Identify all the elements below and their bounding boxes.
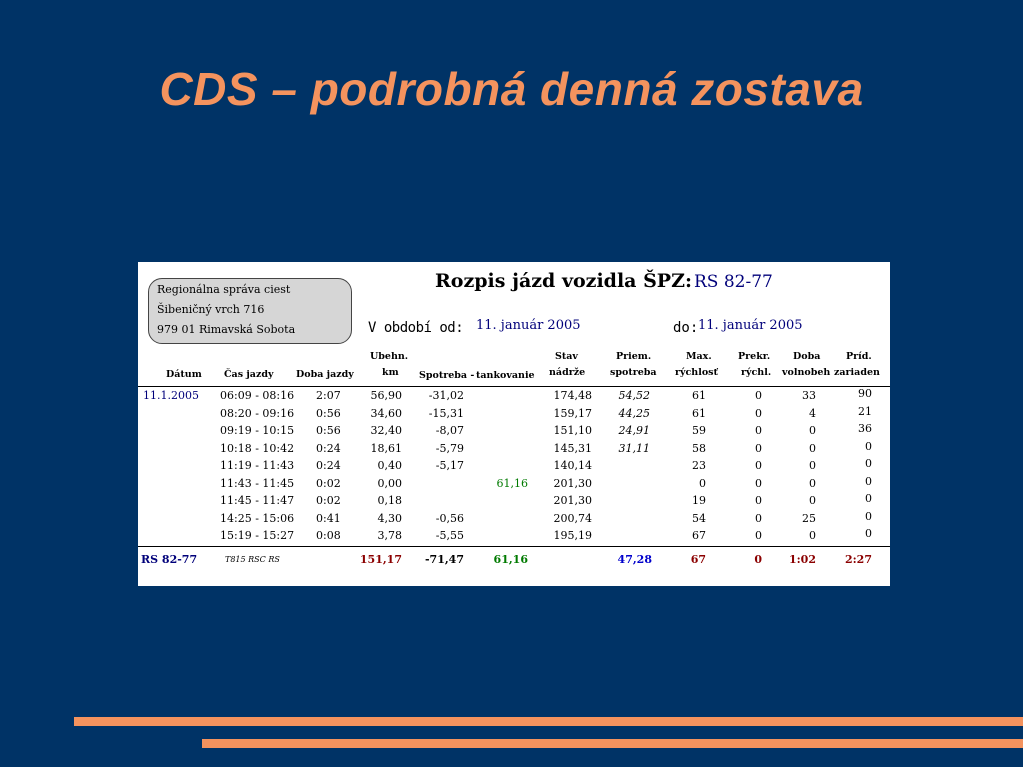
cell-datum: 11.1.2005 xyxy=(143,389,199,402)
report-image xyxy=(138,262,890,586)
summary-km: 151,17 xyxy=(359,553,402,566)
cell-prekr: 0 xyxy=(755,406,762,420)
cell-prid: 0 xyxy=(865,509,872,523)
period-to-label: do: xyxy=(673,320,699,336)
address-line: Šibeničný vrch 716 xyxy=(157,303,265,316)
summary-prid: 2:27 xyxy=(844,553,872,566)
cell-max: 67 xyxy=(692,529,706,542)
cell-doba: 0:08 xyxy=(316,529,341,542)
address-box xyxy=(148,278,352,344)
cell-prid: 0 xyxy=(865,457,872,470)
cell-cas: 11:19 - 11:43 xyxy=(220,459,295,472)
cell-spotreba: -31,02 xyxy=(428,389,464,402)
cell-prid: 21 xyxy=(858,404,872,418)
cell-priem: 54,52 xyxy=(618,389,650,402)
cell-spotreba: -5,79 xyxy=(435,441,464,455)
cell-priem: 44,25 xyxy=(618,406,650,420)
header-priem-2: spotreba xyxy=(610,367,657,378)
cell-volnobeh: 0 xyxy=(809,424,816,437)
cell-km: 56,90 xyxy=(370,389,402,402)
cell-cas: 14:25 - 15:06 xyxy=(220,511,295,525)
report-title: Rozpis jázd vozidla ŠPZ: xyxy=(435,270,692,292)
header-max-2: rýchlosť xyxy=(675,367,718,378)
cell-doba: 0:56 xyxy=(316,424,341,437)
cell-stav: 140,14 xyxy=(553,459,592,472)
cell-doba: 0:24 xyxy=(316,441,341,455)
accent-bar-top xyxy=(74,717,1023,726)
cell-km: 3,78 xyxy=(377,529,402,542)
cell-max: 19 xyxy=(692,494,706,507)
cell-prid: 0 xyxy=(865,527,872,540)
cell-spotreba: -0,56 xyxy=(435,511,464,525)
header-stav-1: Stav xyxy=(555,351,578,362)
cell-stav: 151,10 xyxy=(553,424,592,437)
cell-stav: 201,30 xyxy=(553,476,592,490)
cell-stav: 201,30 xyxy=(553,494,592,507)
cell-volnobeh: 0 xyxy=(809,476,816,490)
cell-doba: 0:24 xyxy=(316,459,341,472)
header-prekr-1: Prekr. xyxy=(738,351,771,362)
cell-prekr: 0 xyxy=(755,476,762,490)
cell-priem: 31,11 xyxy=(618,441,650,455)
cell-volnobeh: 25 xyxy=(802,511,816,525)
header-km-2: km xyxy=(382,367,399,378)
cell-cas: 11:43 - 11:45 xyxy=(220,476,295,490)
summary-plate: RS 82-77 xyxy=(141,553,198,566)
cell-cas: 08:20 - 09:16 xyxy=(220,406,295,420)
summary-spotreba: -71,47 xyxy=(424,553,464,566)
cell-prekr: 0 xyxy=(755,459,762,472)
header-divider xyxy=(138,386,890,387)
cell-cas: 15:19 - 15:27 xyxy=(220,529,295,542)
cell-spotreba: -8,07 xyxy=(435,424,464,437)
cell-stav: 200,74 xyxy=(553,511,592,525)
cell-max: 23 xyxy=(692,459,706,472)
header-spotreba: Spotreba - xyxy=(419,370,475,381)
summary-prekr: 0 xyxy=(754,553,762,566)
summary-vehicle: T815 RSC RS xyxy=(225,555,280,564)
address-line: Regionálna správa ciest xyxy=(157,283,291,296)
cell-km: 0,00 xyxy=(377,476,402,490)
header-doba: Doba jazdy xyxy=(296,369,354,380)
header-priem-1: Priem. xyxy=(616,351,652,362)
cell-stav: 174,48 xyxy=(553,389,592,402)
address-line: 979 01 Rimavská Sobota xyxy=(157,323,296,336)
header-max-1: Max. xyxy=(686,351,712,362)
cell-km: 32,40 xyxy=(370,424,402,437)
cell-km: 0,18 xyxy=(377,494,402,507)
cell-spotreba: -15,31 xyxy=(428,406,464,420)
cell-km: 0,40 xyxy=(377,459,402,472)
cell-doba: 2:07 xyxy=(316,389,341,402)
cell-max: 59 xyxy=(692,424,706,437)
header-prid-2: zariaden xyxy=(834,367,880,378)
cell-cas: 09:19 - 10:15 xyxy=(220,424,295,437)
cell-cas: 06:09 - 08:16 xyxy=(220,389,295,402)
period-label: V období od: xyxy=(368,320,464,336)
cell-max: 61 xyxy=(692,389,706,402)
cell-doba: 0:41 xyxy=(316,511,341,525)
cell-max: 0 xyxy=(699,476,706,490)
cell-prid: 0 xyxy=(865,439,872,453)
slide-title: CDS – podrobná denná zostava xyxy=(159,63,864,115)
cell-volnobeh: 0 xyxy=(809,441,816,455)
cell-prekr: 0 xyxy=(755,424,762,437)
period-from: 11. január 2005 xyxy=(476,318,581,333)
cell-volnobeh: 0 xyxy=(809,494,816,507)
cell-max: 61 xyxy=(692,406,706,420)
cell-prekr: 0 xyxy=(755,389,762,402)
cell-prekr: 0 xyxy=(755,529,762,542)
cell-doba: 0:56 xyxy=(316,406,341,420)
cell-prekr: 0 xyxy=(755,494,762,507)
summary-volnobeh: 1:02 xyxy=(788,553,816,566)
period-to: 11. január 2005 xyxy=(698,318,803,333)
cell-max: 58 xyxy=(692,441,706,455)
cell-volnobeh: 0 xyxy=(809,529,816,542)
cell-max: 54 xyxy=(692,511,706,525)
cell-prid: 90 xyxy=(858,387,872,400)
cell-volnobeh: 0 xyxy=(809,459,816,472)
summary-priem: 47,28 xyxy=(617,553,652,566)
cell-prid: 0 xyxy=(865,492,872,505)
summary-max: 67 xyxy=(690,553,706,566)
cell-spotreba: -5,17 xyxy=(435,459,464,472)
cell-prekr: 0 xyxy=(755,511,762,525)
header-km-1: Ubehn. xyxy=(370,351,409,362)
cell-tank: 61,16 xyxy=(496,476,528,490)
cell-prid: 36 xyxy=(858,422,872,435)
cell-doba: 0:02 xyxy=(316,494,341,507)
header-volnobeh-2: volnobeh xyxy=(782,367,831,378)
header-prekr-2: rýchl. xyxy=(741,367,772,378)
header-prid-1: Príd. xyxy=(846,351,872,362)
cell-prekr: 0 xyxy=(755,441,762,455)
cell-km: 34,60 xyxy=(370,406,402,420)
cell-doba: 0:02 xyxy=(316,476,341,490)
cell-stav: 195,19 xyxy=(553,529,592,542)
header-stav-2: nádrže xyxy=(549,367,586,378)
header-tankovanie: tankovanie xyxy=(476,370,535,381)
cell-km: 4,30 xyxy=(377,511,402,525)
accent-bar-bottom xyxy=(202,739,1023,748)
cell-stav: 145,31 xyxy=(553,441,592,455)
cell-cas: 10:18 - 10:42 xyxy=(220,441,295,455)
header-volnobeh-1: Doba xyxy=(793,351,821,362)
summary-tankovanie: 61,16 xyxy=(493,553,528,566)
cell-prid: 0 xyxy=(865,474,872,488)
cell-priem: 24,91 xyxy=(618,424,650,437)
header-datum: Dátum xyxy=(166,369,202,380)
cell-cas: 11:45 - 11:47 xyxy=(220,494,295,507)
report-plate: RS 82-77 xyxy=(694,272,773,292)
cell-volnobeh: 33 xyxy=(802,389,816,402)
cell-stav: 159,17 xyxy=(553,406,592,420)
cell-km: 18,61 xyxy=(370,441,402,455)
header-cas: Čas jazdy xyxy=(224,369,274,380)
cell-spotreba: -5,55 xyxy=(435,529,464,542)
summary-divider xyxy=(138,546,890,547)
cell-volnobeh: 4 xyxy=(809,406,816,420)
